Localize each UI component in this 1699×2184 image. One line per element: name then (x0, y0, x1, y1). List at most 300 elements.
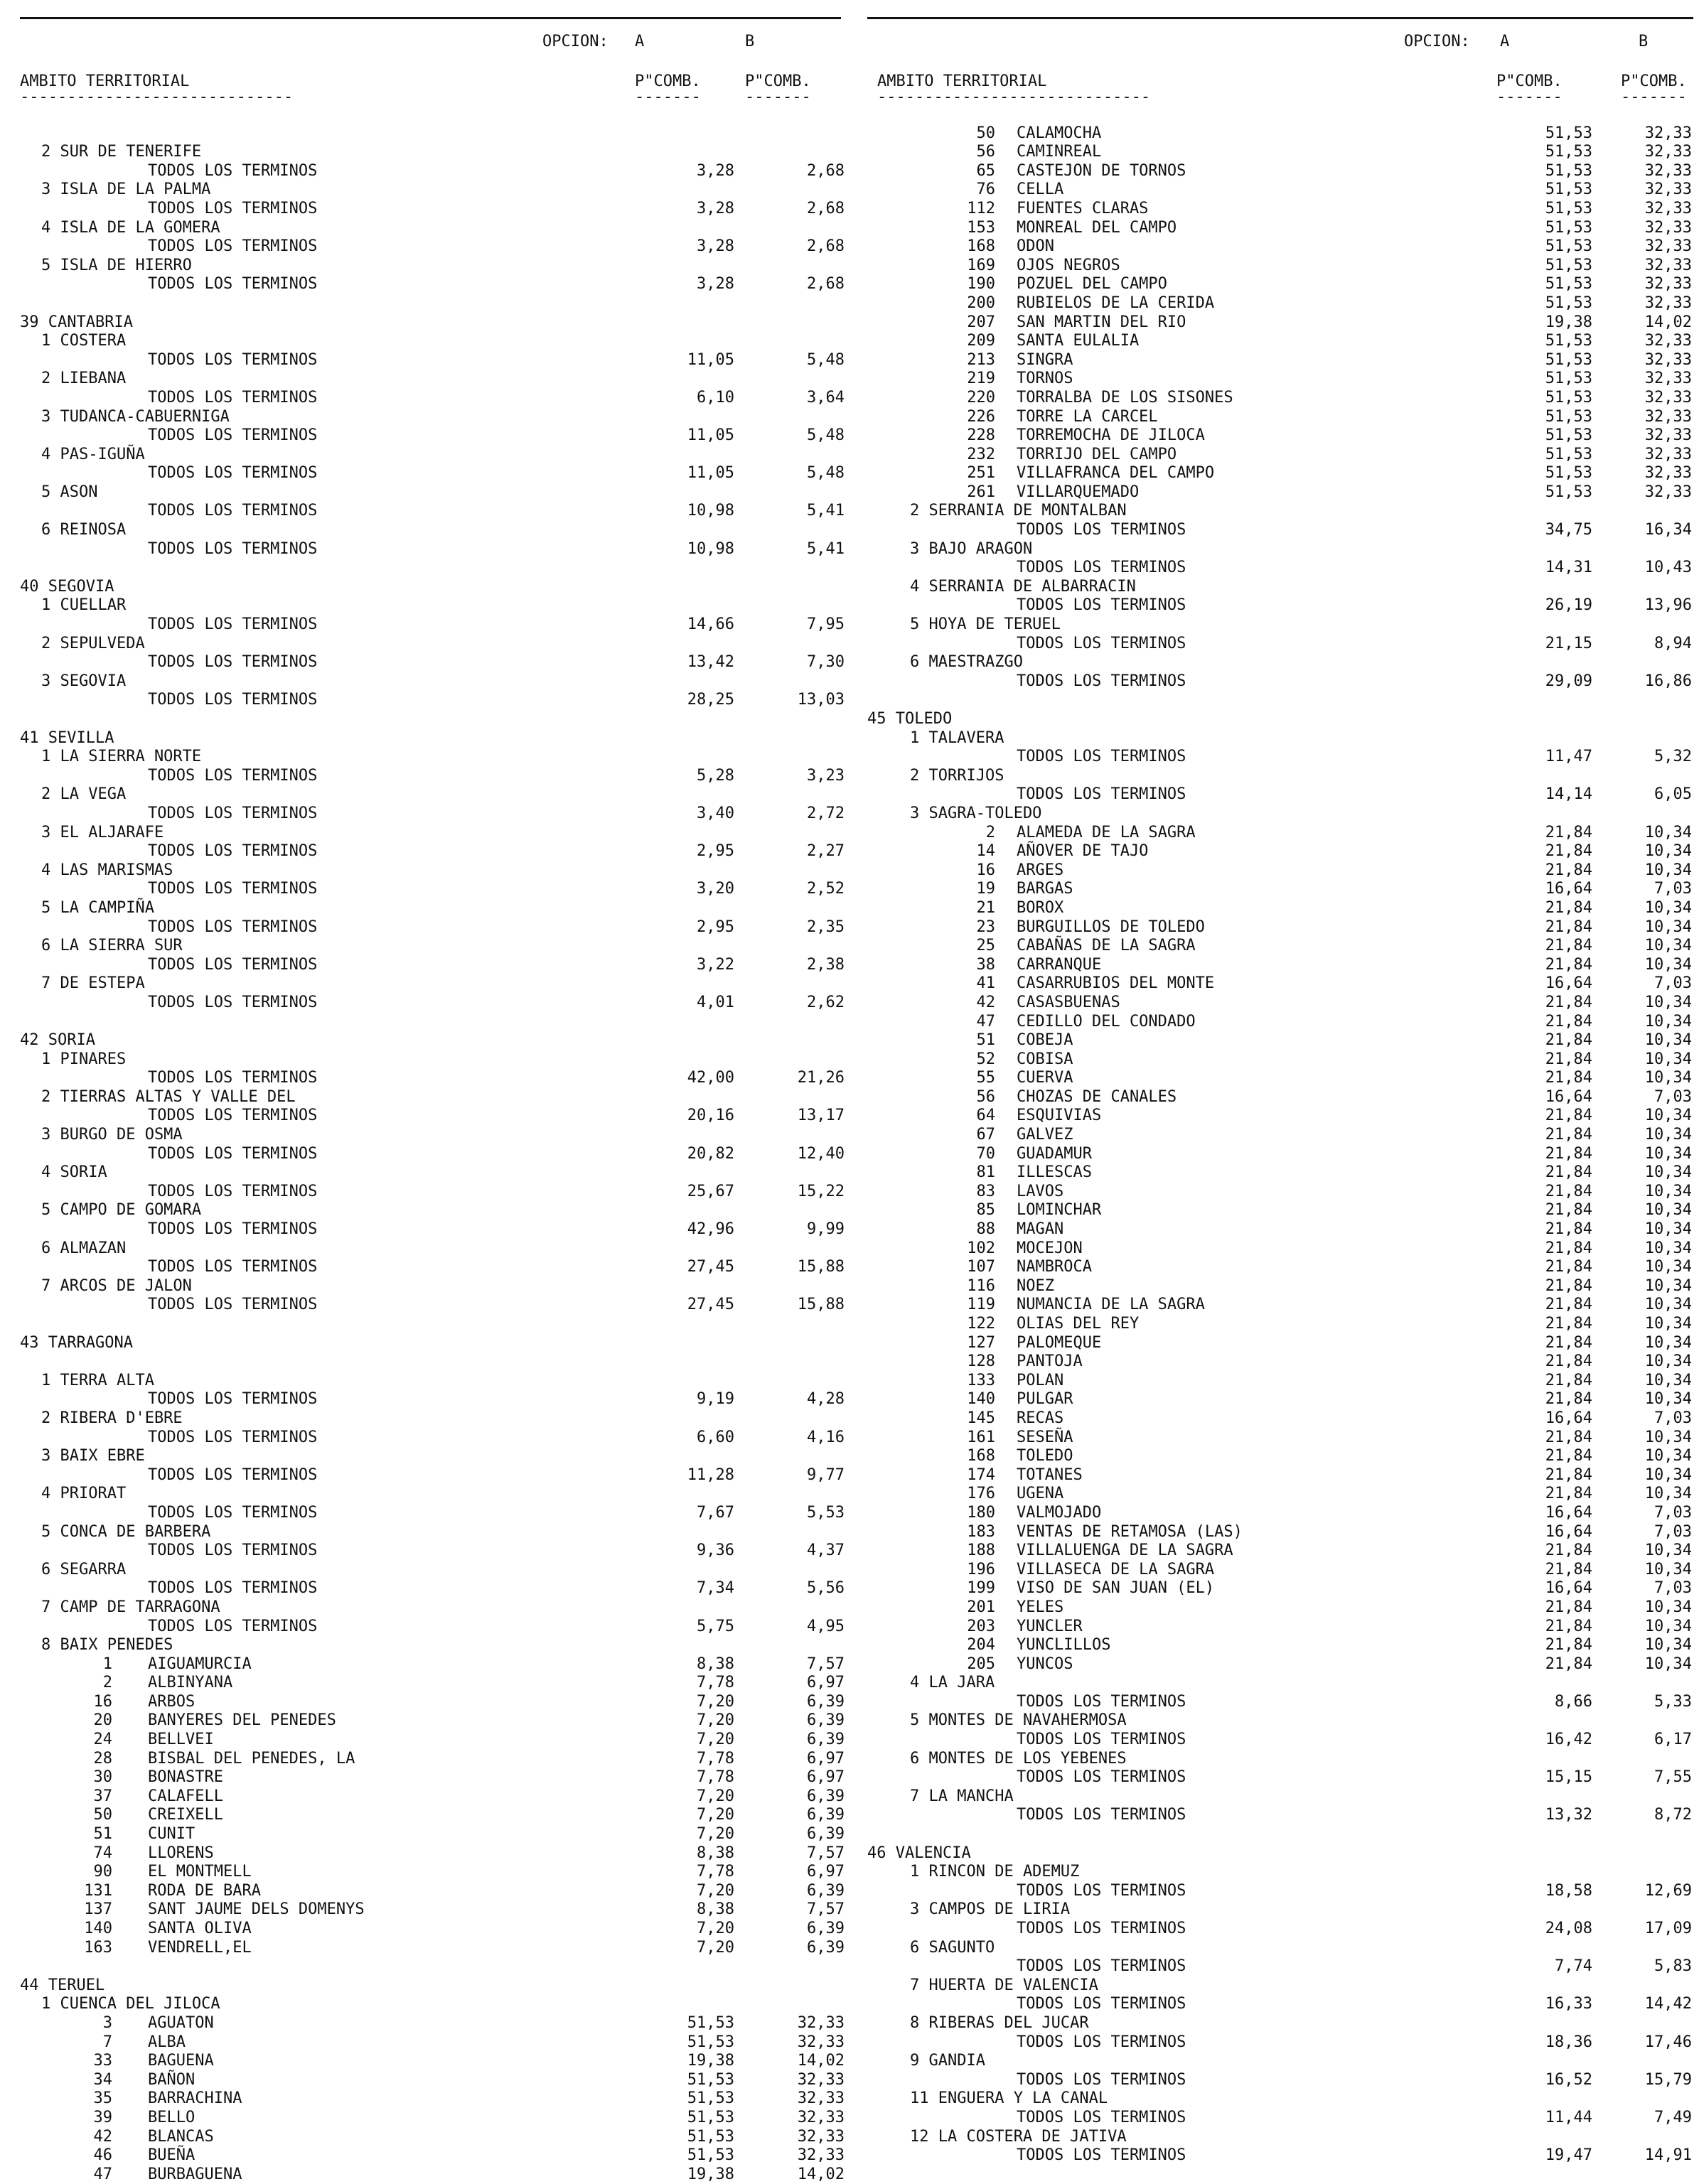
municipality-code: 213 (967, 350, 995, 369)
value-a: 11,05 (687, 464, 734, 483)
comarca-row (20, 1277, 841, 1296)
municipality-code: 122 (967, 1315, 995, 1333)
province-row (20, 729, 841, 748)
municipality-row (867, 237, 1693, 257)
value-b: 10,34 (1644, 842, 1692, 861)
municipality-name: COBISA (1017, 1050, 1073, 1068)
municipality-name: CALAFELL (148, 1787, 223, 1805)
comarca-row (20, 143, 841, 162)
value-b: 32,33 (797, 2146, 845, 2165)
value-b: 7,03 (1654, 1087, 1692, 1106)
value-b: 12,40 (797, 1144, 845, 1163)
municipality-code: 30 (93, 1768, 112, 1787)
comarca-name: 12 LA COSTERA DE JATIVA (910, 2127, 1127, 2146)
value-a: 21,84 (1545, 1276, 1592, 1295)
municipality-row (867, 1579, 1693, 1598)
municipality-code: 33 (93, 2052, 112, 2070)
value-b: 10,34 (1644, 1560, 1692, 1578)
value-a: 7,20 (697, 1920, 734, 1937)
value-a: 9,36 (697, 1542, 734, 1560)
todos-row (20, 464, 845, 483)
value-a: 7,78 (697, 1749, 734, 1768)
municipality-code: 102 (967, 1239, 995, 1257)
municipality-name: VISO DE SAN JUAN (EL) (1017, 1579, 1215, 1598)
province-name: 42 SORIA (20, 1031, 95, 1050)
municipality-code: 137 (84, 1900, 112, 1919)
value-a: 10,98 (687, 539, 734, 558)
value-b: 32,33 (797, 2033, 845, 2051)
todos-label: TODOS LOS TERMINOS (1017, 2108, 1186, 2126)
option-b-label: B (745, 33, 755, 50)
municipality-code: 168 (967, 237, 995, 256)
value-a: 8,38 (697, 1844, 734, 1862)
todos-row (867, 1768, 1693, 1787)
todos-label: TODOS LOS TERMINOS (1017, 2033, 1186, 2051)
municipality-name: TORRIJO DEL CAMPO (1017, 445, 1177, 463)
value-b: 14,02 (797, 2165, 845, 2183)
comarca-name: 6 LA SIERRA SUR (41, 937, 183, 955)
value-a: 51,53 (1545, 407, 1592, 426)
value-a: 21,15 (1545, 634, 1592, 652)
todos-label: TODOS LOS TERMINOS (148, 1542, 318, 1560)
todos-label: TODOS LOS TERMINOS (148, 766, 318, 785)
value-b: 14,42 (1644, 1995, 1692, 2013)
municipality-code: 34 (93, 2070, 112, 2089)
value-a: 51,53 (1545, 332, 1592, 350)
value-b: 3,64 (807, 388, 845, 407)
province-row (20, 1031, 841, 1050)
value-a: 11,05 (687, 350, 734, 369)
value-a: 51,53 (1545, 256, 1592, 274)
municipality-row (867, 899, 1693, 918)
value-b: 32,33 (1644, 275, 1692, 294)
municipality-name: EL MONTMELL (148, 1863, 252, 1881)
municipality-code: 88 (976, 1220, 995, 1239)
comarca-row (867, 653, 1693, 672)
value-b: 10,34 (1644, 1447, 1692, 1465)
blank-row (20, 559, 841, 578)
municipality-code: 180 (967, 1503, 995, 1522)
value-a: 3,22 (697, 955, 734, 974)
todos-row (867, 672, 1693, 692)
value-b: 10,34 (1644, 1636, 1692, 1655)
municipality-row (867, 1466, 1693, 1485)
municipality-code: 220 (967, 388, 995, 407)
value-b: 32,33 (1644, 124, 1692, 142)
todos-label: TODOS LOS TERMINOS (1017, 1768, 1186, 1787)
municipality-row (867, 332, 1693, 351)
todos-row (867, 1957, 1693, 1976)
municipality-row (867, 124, 1693, 144)
municipality-name: RECAS (1017, 1409, 1064, 1427)
comarca-name: 6 MAESTRAZGO (910, 653, 1023, 672)
value-a: 21,84 (1545, 1542, 1592, 1560)
municipality-row (867, 937, 1693, 956)
municipality-name: ALAMEDA DE LA SAGRA (1017, 823, 1196, 841)
comarca-name: 3 SAGRA-TOLEDO (910, 804, 1042, 822)
municipality-name: CUERVA (1017, 1069, 1073, 1087)
municipality-name: ESQUIVIAS (1017, 1107, 1102, 1125)
todos-row (20, 199, 845, 219)
blank-row (20, 1013, 841, 1032)
value-b: 5,83 (1654, 1957, 1692, 1976)
value-a: 51,53 (1545, 388, 1592, 407)
municipality-code: 251 (967, 464, 995, 483)
value-b: 10,34 (1644, 1655, 1692, 1673)
value-a: 11,28 (687, 1465, 734, 1484)
municipality-name: BELLO (148, 2108, 195, 2126)
municipality-row (867, 1031, 1693, 1050)
municipality-code: 163 (84, 1938, 112, 1957)
municipality-row (20, 1863, 845, 1882)
ambito-underline: ----------------------------- (877, 88, 1151, 106)
municipality-name: VILLARQUEMADO (1017, 483, 1140, 501)
municipality-code: 70 (976, 1144, 995, 1163)
todos-label: TODOS LOS TERMINOS (148, 1503, 318, 1522)
todos-row (20, 1296, 845, 1315)
value-a: 21,84 (1545, 1163, 1592, 1182)
municipality-code: 140 (967, 1390, 995, 1409)
municipality-row (867, 842, 1693, 861)
value-b: 2,27 (807, 842, 845, 861)
comarca-name: 4 PRIORAT (41, 1485, 127, 1503)
municipality-row (867, 389, 1693, 408)
municipality-code: 52 (976, 1050, 995, 1068)
municipality-row (867, 1372, 1693, 1391)
municipality-name: BISBAL DEL PENEDES, LA (148, 1749, 355, 1768)
value-a: 7,20 (697, 1806, 734, 1824)
municipality-name: BUEÑA (148, 2146, 195, 2165)
municipality-name: GUADAMUR (1017, 1144, 1092, 1163)
municipality-name: PANTOJA (1017, 1352, 1083, 1371)
value-b: 6,39 (807, 1920, 845, 1937)
col-a-header: P"COMB. (635, 72, 701, 90)
todos-label: TODOS LOS TERMINOS (148, 237, 318, 256)
value-a: 21,84 (1545, 861, 1592, 879)
todos-label: TODOS LOS TERMINOS (148, 275, 318, 294)
municipality-name: ALBINYANA (148, 1674, 233, 1692)
col-a-underline: ------- (1496, 88, 1563, 106)
value-a: 21,84 (1545, 1485, 1592, 1503)
municipality-row (867, 861, 1693, 881)
comarca-row (20, 1598, 841, 1618)
comarca-row (20, 1409, 841, 1429)
comarca-name: 1 COSTERA (41, 332, 127, 350)
todos-label: TODOS LOS TERMINOS (148, 993, 318, 1011)
municipality-row (867, 219, 1693, 238)
comarca-name: 6 ALMAZAN (41, 1239, 127, 1257)
value-a: 3,28 (697, 161, 734, 180)
municipality-code: 42 (93, 2127, 112, 2146)
municipality-code: 174 (967, 1465, 995, 1484)
value-a: 13,42 (687, 653, 734, 672)
municipality-name: ILLESCAS (1017, 1163, 1092, 1182)
comarca-row (867, 1750, 1693, 1769)
blank-row (20, 1352, 841, 1372)
municipality-code: 90 (93, 1863, 112, 1881)
value-b: 32,33 (1644, 143, 1692, 161)
municipality-name: PULGAR (1017, 1390, 1073, 1409)
todos-label: TODOS LOS TERMINOS (148, 388, 318, 407)
value-b: 10,34 (1644, 918, 1692, 936)
value-b: 5,53 (807, 1503, 845, 1522)
comarca-row (20, 1239, 841, 1259)
municipality-code: 51 (93, 1825, 112, 1844)
value-a: 20,82 (687, 1144, 734, 1163)
value-b: 10,34 (1644, 1465, 1692, 1484)
value-a: 18,36 (1545, 2033, 1592, 2051)
comarca-name: 3 BURGO DE OSMA (41, 1126, 183, 1144)
municipality-name: ARBOS (148, 1692, 195, 1711)
todos-row (20, 804, 845, 824)
comarca-name: 4 ISLA DE LA GOMERA (41, 218, 220, 237)
todos-row (20, 955, 845, 975)
municipality-name: UGENA (1017, 1485, 1064, 1503)
municipality-code: 232 (967, 445, 995, 463)
value-a: 16,33 (1545, 1995, 1592, 2013)
value-b: 14,91 (1644, 2146, 1692, 2165)
municipality-name: SANTA EULALIA (1017, 332, 1140, 350)
municipality-row (867, 1277, 1693, 1296)
todos-row (20, 502, 845, 521)
value-b: 5,48 (807, 350, 845, 369)
todos-label: TODOS LOS TERMINOS (148, 350, 318, 369)
value-b: 7,57 (807, 1844, 845, 1862)
value-a: 21,84 (1545, 823, 1592, 841)
municipality-code: 203 (967, 1617, 995, 1635)
todos-row (867, 1806, 1693, 1825)
value-b: 2,68 (807, 275, 845, 294)
value-b: 10,34 (1644, 1050, 1692, 1068)
comarca-name: 6 REINOSA (41, 521, 127, 539)
value-a: 21,84 (1545, 1144, 1592, 1163)
value-a: 21,84 (1545, 842, 1592, 861)
todos-row (20, 1503, 845, 1523)
municipality-row (20, 2070, 845, 2090)
blank-row (20, 105, 841, 124)
municipality-row (867, 1447, 1693, 1466)
municipality-name: POLAN (1017, 1371, 1064, 1389)
comarca-name: 3 BAJO ARAGON (910, 539, 1033, 558)
value-b: 32,33 (1644, 218, 1692, 237)
comarca-row (20, 332, 841, 351)
value-a: 25,67 (687, 1182, 734, 1200)
municipality-name: BONASTRE (148, 1768, 223, 1787)
comarca-name: 5 MONTES DE NAVAHERMOSA (910, 1711, 1127, 1730)
value-a: 20,16 (687, 1107, 734, 1125)
municipality-row (867, 1163, 1693, 1183)
todos-row (20, 426, 845, 446)
value-b: 6,39 (807, 1806, 845, 1824)
opcion-label: OPCION: (542, 33, 609, 50)
municipality-name: CHOZAS DE CANALES (1017, 1087, 1177, 1106)
value-b: 7,57 (807, 1900, 845, 1919)
blank-row (20, 1957, 841, 1976)
comarca-row (20, 635, 841, 654)
value-a: 8,38 (697, 1900, 734, 1919)
option-row (20, 33, 841, 53)
municipality-code: 168 (967, 1447, 995, 1465)
value-b: 10,34 (1644, 1390, 1692, 1409)
municipality-code: 119 (967, 1296, 995, 1314)
todos-label: TODOS LOS TERMINOS (1017, 1995, 1186, 2013)
municipality-row (867, 1655, 1693, 1674)
municipality-code: 37 (93, 1787, 112, 1805)
municipality-row (867, 1409, 1693, 1429)
value-a: 34,75 (1545, 521, 1592, 539)
comarca-name: 4 LAS MARISMAS (41, 861, 173, 879)
municipality-row (20, 1731, 845, 1750)
option-row (867, 33, 1693, 53)
value-b: 4,37 (807, 1542, 845, 1560)
municipality-name: TORRALBA DE LOS SISONES (1017, 388, 1233, 407)
municipality-row (867, 1107, 1693, 1126)
value-a: 21,84 (1545, 1220, 1592, 1239)
value-a: 21,84 (1545, 1296, 1592, 1314)
municipality-row (867, 351, 1693, 370)
value-a: 16,52 (1545, 2070, 1592, 2089)
value-a: 16,64 (1545, 1522, 1592, 1541)
value-a: 3,28 (697, 275, 734, 294)
value-b: 10,34 (1644, 1333, 1692, 1352)
municipality-row (20, 1920, 845, 1939)
municipality-row (867, 1145, 1693, 1164)
value-b: 2,35 (807, 918, 845, 936)
comarca-name: 1 TERRA ALTA (41, 1371, 154, 1389)
value-a: 21,84 (1545, 1333, 1592, 1352)
municipality-code: 205 (967, 1655, 995, 1673)
opcion-label: OPCION: (1404, 33, 1470, 50)
municipality-row (867, 1352, 1693, 1372)
province-name: 43 TARRAGONA (20, 1333, 133, 1352)
municipality-code: 23 (976, 918, 995, 936)
municipality-row (20, 1844, 845, 1863)
value-b: 7,03 (1654, 1522, 1692, 1541)
value-a: 11,05 (687, 426, 734, 445)
todos-row (20, 1542, 845, 1561)
comarca-row (867, 767, 1693, 786)
value-a: 21,84 (1545, 955, 1592, 974)
value-b: 7,57 (807, 1655, 845, 1673)
todos-row (20, 653, 845, 672)
comarca-row (20, 1201, 841, 1220)
value-b: 10,34 (1644, 1201, 1692, 1220)
municipality-name: CELLA (1017, 181, 1064, 199)
municipality-name: SANTA OLIVA (148, 1920, 252, 1937)
municipality-name: VENDRELL,EL (148, 1938, 252, 1957)
municipality-code: 24 (93, 1731, 112, 1749)
value-a: 21,84 (1545, 1560, 1592, 1578)
municipality-name: OLIAS DEL REY (1017, 1315, 1140, 1333)
value-a: 2,95 (697, 918, 734, 936)
value-b: 6,97 (807, 1749, 845, 1768)
municipality-row (867, 143, 1693, 162)
municipality-row (20, 2052, 845, 2071)
municipality-name: COBEJA (1017, 1031, 1073, 1050)
value-b: 13,17 (797, 1107, 845, 1125)
municipality-code: 145 (967, 1409, 995, 1427)
municipality-row (20, 1674, 845, 1693)
municipality-code: 209 (967, 332, 995, 350)
municipality-row (20, 1825, 845, 1844)
value-b: 8,94 (1654, 634, 1692, 652)
comarca-row (867, 615, 1693, 635)
comarca-name: 4 LA JARA (910, 1674, 995, 1692)
todos-row (20, 1390, 845, 1409)
municipality-row (867, 956, 1693, 975)
municipality-row (20, 2013, 845, 2033)
value-b: 6,39 (807, 1731, 845, 1749)
value-b: 10,34 (1644, 823, 1692, 841)
value-b: 32,33 (1644, 350, 1692, 369)
comarca-row (20, 1636, 841, 1655)
todos-row (20, 1182, 845, 1202)
municipality-code: 20 (93, 1711, 112, 1730)
municipality-row (867, 918, 1693, 937)
value-a: 11,47 (1545, 748, 1592, 766)
value-b: 10,34 (1644, 1012, 1692, 1031)
municipality-row (867, 1013, 1693, 1032)
todos-label: TODOS LOS TERMINOS (148, 1390, 318, 1409)
province-name: 46 VALENCIA (867, 1844, 971, 1862)
todos-row (867, 1882, 1693, 1901)
municipality-row (867, 1523, 1693, 1542)
value-a: 14,14 (1545, 785, 1592, 804)
value-b: 2,72 (807, 804, 845, 822)
value-b: 32,33 (1644, 388, 1692, 407)
value-b: 10,34 (1644, 1031, 1692, 1050)
todos-label: TODOS LOS TERMINOS (148, 653, 318, 672)
municipality-row (867, 994, 1693, 1013)
value-a: 51,53 (1545, 275, 1592, 294)
municipality-code: 140 (84, 1920, 112, 1937)
todos-row (20, 539, 845, 559)
value-b: 17,09 (1644, 1920, 1692, 1937)
municipality-code: 56 (976, 143, 995, 161)
municipality-code: 196 (967, 1560, 995, 1578)
municipality-row (20, 1881, 845, 1901)
municipality-row (867, 1050, 1693, 1070)
municipality-code: 133 (967, 1371, 995, 1389)
municipality-row (867, 200, 1693, 219)
comarca-name: 4 PAS-IGUÑA (41, 445, 145, 463)
municipality-row (867, 1201, 1693, 1220)
municipality-name: BAÑON (148, 2070, 195, 2089)
value-a: 8,66 (1555, 1692, 1592, 1711)
comarca-row (20, 596, 841, 615)
todos-label: TODOS LOS TERMINOS (1017, 2070, 1186, 2089)
value-a: 16,64 (1545, 974, 1592, 993)
comarca-name: 2 SEPULVEDA (41, 634, 145, 652)
comarca-row (20, 1995, 841, 2014)
municipality-code: 112 (967, 199, 995, 217)
value-b: 32,33 (1644, 181, 1692, 199)
municipality-name: POZUEL DEL CAMPO (1017, 275, 1167, 294)
todos-label: TODOS LOS TERMINOS (148, 1069, 318, 1087)
province-name: 44 TERUEL (20, 1976, 105, 1994)
todos-label: TODOS LOS TERMINOS (148, 464, 318, 483)
value-b: 32,33 (1644, 161, 1692, 180)
municipality-name: CASARRUBIOS DEL MONTE (1017, 974, 1215, 993)
blank-row (867, 1825, 1693, 1844)
municipality-code: 47 (93, 2165, 112, 2183)
municipality-code: 41 (976, 974, 995, 993)
municipality-code: 21 (976, 898, 995, 917)
option-b-label: B (1639, 33, 1649, 50)
value-a: 51,53 (1545, 426, 1592, 445)
col-a-header: P"COMB. (1496, 72, 1563, 90)
municipality-row (20, 2165, 845, 2184)
